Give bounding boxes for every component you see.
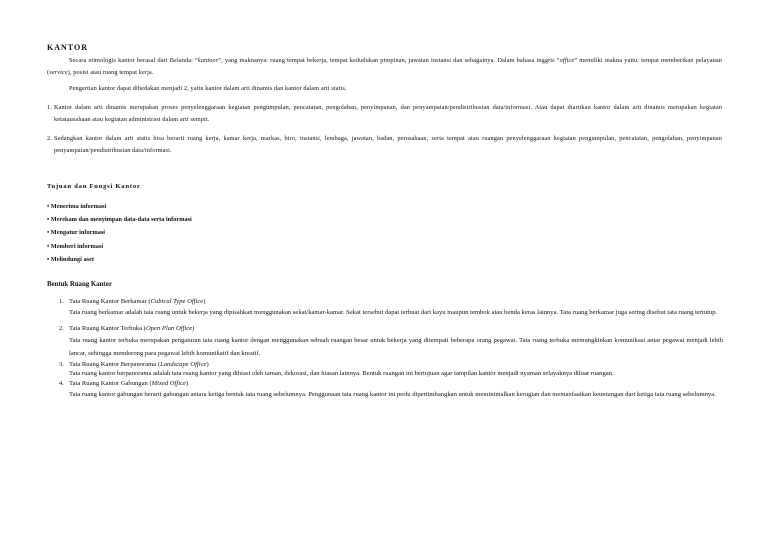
term-office: office [559, 57, 575, 64]
list-item: • Memberi informasi [47, 242, 104, 250]
list-item: • Menerima informasi [47, 203, 107, 210]
item-title: Tata Ruang Kantor Terbuka (Open Plan Office) [69, 325, 195, 333]
list-item: 3. Tata Ruang Kantor Berpanorama (Landscape Office) Tata ruang kantor berpanorama adalah tata ruang kantor yang dihiasi oleh taman, dekorasi, dan hiasan lainnya. Bentuk ruangan ini bertujuan agar tampilan kantor menjadi nyaman selayaknya diluar ruangan. [59, 360, 723, 379]
list-item: 1. Tata Ruang Kantor Berkamar (Cubical Type Office) Tata ruang berkamar adalah tata ruang untuk bekerja yang dipisahkan menggunakan sekat/kamar-kamar. Sekat tersebut dapat terbuat dari kayu maupun tembok atau benda keras lainnya. Tata ruang berkamar juga sering disebut tata ruang tertutup. [59, 297, 723, 324]
item-title: Tata Ruang Kantor Berpanorama (Landscape Office) [69, 360, 209, 368]
intro-paragraph-2: Pengertian kantor dapat dibedakan menjadi 2, yaitu kantor dalam arti dinamis dan kantor dalam arti statis. [69, 84, 347, 92]
item-description: Tata ruang kantor gabungan berarti gabungan antara ketiga bentuk tata ruang sebelumnya. Penggunaan tata ruang kantor ini perlu dipertimbangkan untuk meminimalkan kerugian dan memanfaatkan keuntungan dari ketiga tata ruang sebelumnya. [69, 391, 716, 399]
bentuk-list [59, 297, 723, 401]
item-title: Tata Ruang Kantor Gabungan (Mixed Office) [69, 379, 189, 387]
definition-list [47, 102, 722, 157]
tujuan-list [47, 200, 192, 266]
list-item: • Melindungi aset [47, 255, 94, 263]
item-title: Tata Ruang Kantor Berkamar (Cubical Type Office) [69, 298, 206, 305]
list-item: 4. Tata Ruang Kantor Gabungan (Mixed Office) Tata ruang kantor gabungan berarti gabungan antara ketiga bentuk tata ruang sebelumnya. Penggunaan tata ruang kantor ini perlu dipertimbangkan untuk meminimalkan kerugian dan memanfaatkan keuntungan dari ketiga tata ruang sebelumnya. [59, 379, 723, 401]
item-description: Tata ruang kantor terbuka merupakan pengaturan tata ruang kantor dengan menggunakan sebuah ruangan besar untuk bekerja yang ditempati beberapa orang pegawai. Tata ruang terbuka memungkinkan komunikasi antar pegawai menjadi lebih lancar, sehingga mendorong para pegawai lebih komunikatif dan kreatif. [69, 336, 723, 357]
term-kantoor: kantoor [197, 57, 219, 64]
intro-paragraph-1: Secara etimologis kantor berasal dari Belanda: “kantoor”, yang maknanya: ruang tempat bekerja, tempat kedudukan pimpinan, jawatan instansi dan sebagainya. Dalam bahasa inggris “office” memiliki makna yaitu: tempat memberikan pelayanan (service), posisi atau ruang tempat kerja. [47, 57, 722, 76]
section-heading-tujuan: Tujuan dan Fungsi Kantor [47, 183, 141, 190]
definition-item: 1. Kantor dalam arti dinamis merupakan proses penyelenggaraan kegiatan pengumpulan, pencatatan, pengolahan, penyimpanan, dan penyampaian/pendistribusian data/informasi. Atau dapat diartikan kantor dalam arti dinamis merupakan kegiatan ketatausahaan atau kegiatan administrasi dalam arti sempit. [47, 104, 722, 123]
list-item: • Mengatur informasi [47, 229, 106, 237]
term-service: service [49, 68, 68, 76]
intro-block [47, 55, 722, 95]
list-item: 2. Tata Ruang Kantor Terbuka (Open Plan Office) Tata ruang kantor terbuka merupakan pengaturan tata ruang kantor dengan menggunakan sebuah ruangan besar untuk bekerja yang ditempati beberapa orang pegawai. Tata ruang terbuka memungkinkan komunikasi antar pegawai menjadi lebih lancar, sehingga mendorong para pegawai lebih komunikatif dan kreatif. [59, 324, 723, 359]
list-item: • Merekam dan menyimpan data-data serta informasi [47, 216, 192, 224]
item-description: Tata ruang berkamar adalah tata ruang untuk bekerja yang dipisahkan menggunakan sekat/kamar-kamar. Sekat tersebut dapat terbuat dari kayu maupun tembok atau benda keras lainnya. Tata ruang berkamar juga sering disebut tata ruang tertutup. [69, 309, 718, 317]
definition-item: 2. Sedangkan kantor dalam arti statis bisa berarti ruang kerja, kamar kerja, markas, biro, instansi, lembaga, jawatan, badan, perusahaan, serta tempat atau ruangan penyelenggaraan kegiatan pengumpulan, pencatatan, pengolahan, penyimpanan penyampaian/pendistribusian data/informasi. [47, 134, 722, 154]
document-title: KANTOR [47, 43, 88, 52]
section-heading-bentuk: Bentuk Ruang Kantor [47, 281, 112, 288]
item-description: Tata ruang kantor berpanorama adalah tata ruang kantor yang dihiasi oleh taman, dekorasi, dan hiasan lainnya. Bentuk ruangan ini bertujuan agar tampilan kantor menjadi nyaman selayaknya diluar ruangan. [69, 370, 614, 378]
